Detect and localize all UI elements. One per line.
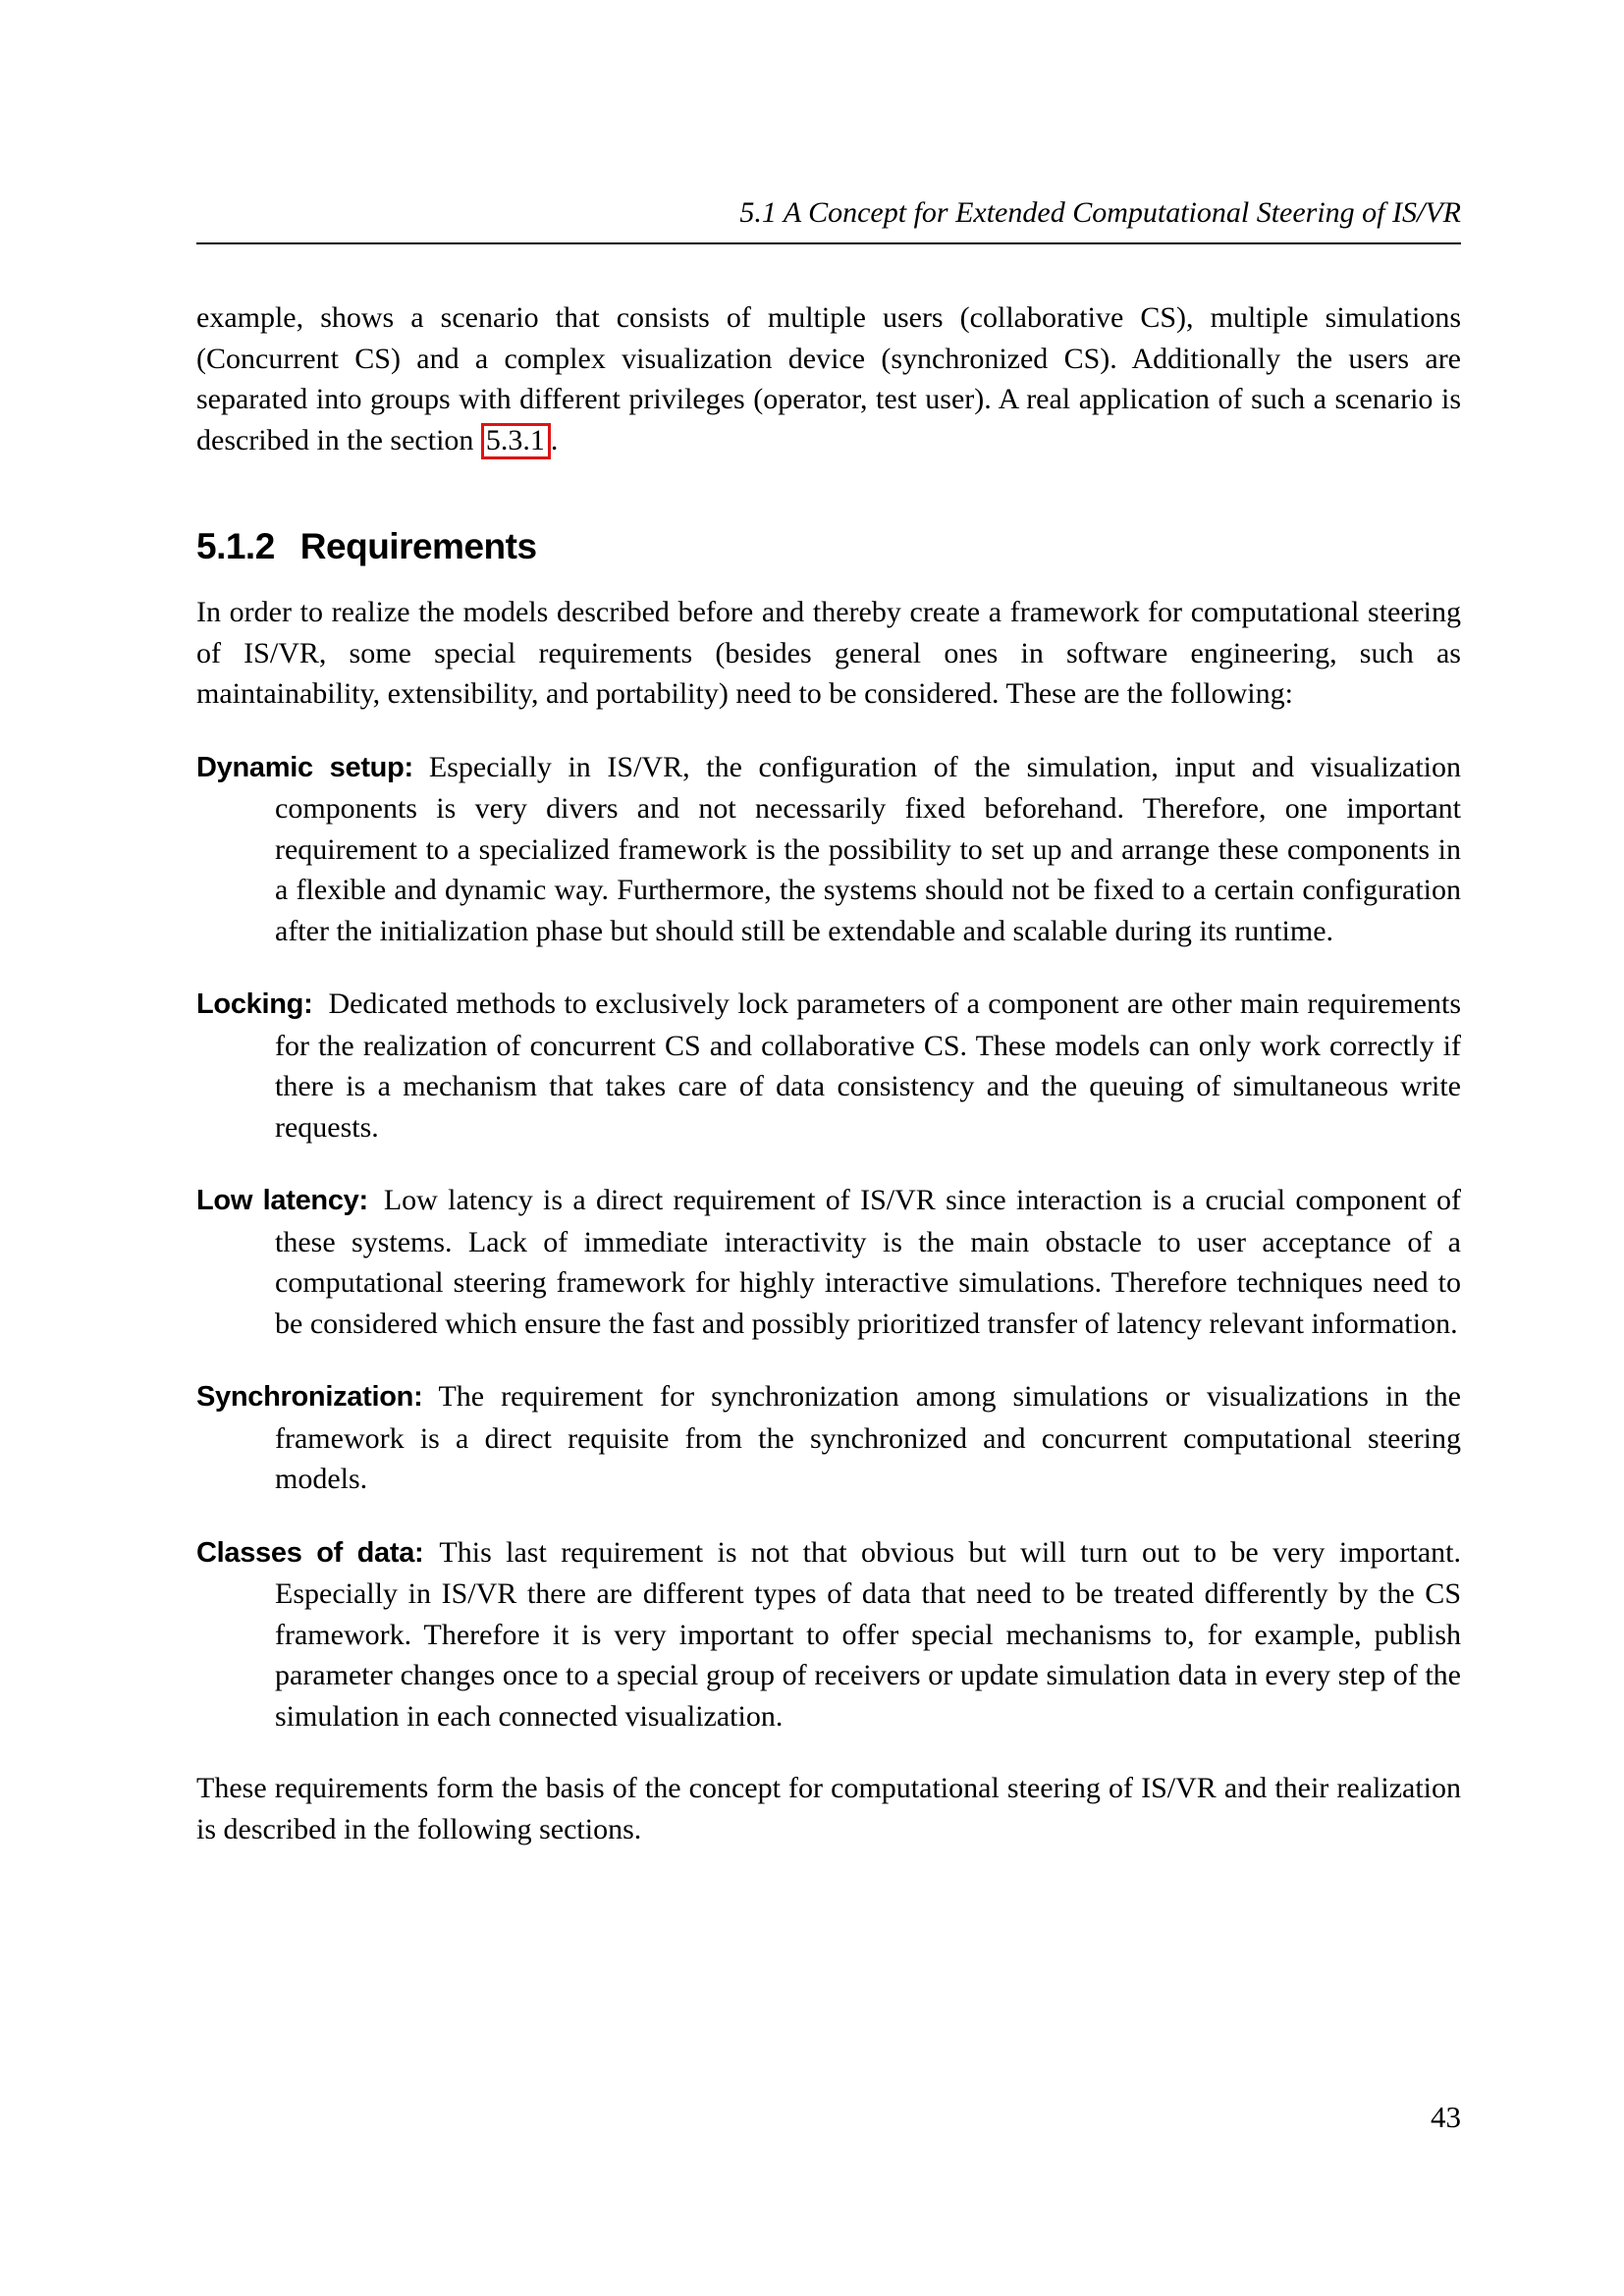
requirement-text: Low latency is a direct requirement of IS/VR since interaction is a crucial component of these systems. Lack of immediate interactivity is the main obstacle to user acceptance of a computational steering framework for highly interactive simulations. Therefore techniques need to be considered which ensure the fast and possibly prioritized transfer of latency relevant information. <box>275 1184 1461 1340</box>
section-heading <box>196 525 1461 568</box>
requirement-item-dynamic-setup <box>196 747 1461 952</box>
requirement-item-classes-of-data <box>196 1532 1461 1737</box>
section-reference-link[interactable]: 5.3.1 <box>481 423 551 459</box>
requirement-label: Low latency: <box>196 1185 368 1216</box>
requirement-label: Classes of data: <box>196 1536 424 1569</box>
page-content <box>196 297 1461 1849</box>
intro-text-after-link: . <box>550 423 559 456</box>
intro-text-before-link: example, shows a scenario that consists of multiple users (collaborative CS), multiple simulations (Concurrent CS) and a complex visualization device (synchronized CS). Additionally the users are separated into groups with different privileges (operator, test user). A real application of such a scenario is described in the section <box>196 301 1461 456</box>
requirement-item-low-latency <box>196 1180 1461 1344</box>
requirements-list <box>196 747 1461 1737</box>
section-heading-number: 5.1.2 <box>196 526 275 566</box>
requirements-intro-paragraph: In order to realize the models described before and thereby create a framework for computational steering of IS/VR, some special requirements (besides general ones in software engineering, such as maintainability, extensibility, and portability) need to be considered. These are the following: <box>196 596 1461 710</box>
requirement-text: This last requirement is not that obvious but will turn out to be very important. Especially in IS/VR there are different types of data that need to be treated differently by the CS framework. Therefore it is very important to offer special mechanisms to, for example, publish parameter changes once to a special group of receivers or update simulation data in every step of the simulation in each connected visualization. <box>275 1535 1461 1733</box>
requirement-text: The requirement for synchronization among simulations or visualizations in the framework is a direct requisite from the synchronized and concurrent computational steering models. <box>275 1380 1461 1495</box>
closing-paragraph: These requirements form the basis of the concept for computational steering of IS/VR and their realization is described in the following sections. <box>196 1772 1461 1845</box>
requirement-text: Especially in IS/VR, the configuration of the simulation, input and visualization components is very divers and not necessarily fixed beforehand. Therefore, one important requirement to a specialized framework is the possibility to set up and arrange these components in a flexible and dynamic way. Furthermore, the systems should not be fixed to a certain configuration after the initialization phase but should still be extendable and scalable during its runtime. <box>275 750 1461 947</box>
requirement-item-synchronization <box>196 1376 1461 1500</box>
running-header-title: 5.1 A Concept for Extended Computational Steering of IS/VR <box>739 196 1461 229</box>
intro-paragraph <box>196 297 1461 460</box>
requirement-label: Synchronization: <box>196 1381 423 1413</box>
requirement-text: Dedicated methods to exclusively lock parameters of a component are other main requirements for the realization of concurrent CS and collaborative CS. These models can only work correctly if there is a mechanism that takes care of data consistency and the queuing of simultaneous write requests. <box>275 988 1461 1144</box>
requirement-label: Locking: <box>196 988 313 1020</box>
running-header <box>196 196 1461 244</box>
section-heading-title: Requirements <box>299 526 537 566</box>
requirement-item-locking <box>196 984 1461 1148</box>
requirement-label: Dynamic setup: <box>196 751 413 783</box>
page-number: 43 <box>1431 2100 1461 2134</box>
